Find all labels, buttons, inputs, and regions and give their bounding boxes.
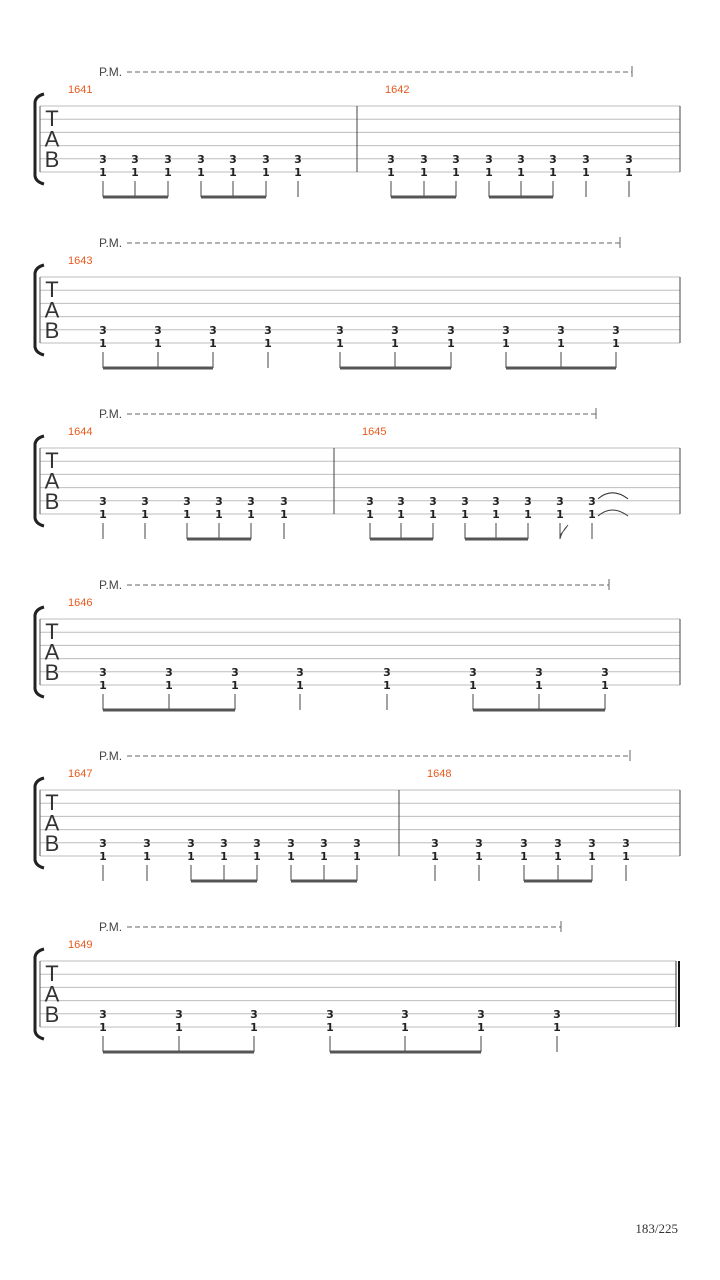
fret-number: 1 xyxy=(612,337,620,350)
fret-number: 3 xyxy=(99,152,107,166)
measure-number: 1647 xyxy=(68,768,93,780)
palm-mute-label: P.M. xyxy=(99,920,123,934)
measure-number: 1642 xyxy=(385,84,410,96)
fret-number: 1 xyxy=(554,850,562,863)
fret-number: 3 xyxy=(99,1007,107,1021)
fret-number: 1 xyxy=(556,508,564,521)
fret-number: 1 xyxy=(447,337,455,350)
fret-number: 3 xyxy=(99,665,107,679)
fret-number: 3 xyxy=(131,152,139,166)
fret-number: 1 xyxy=(187,850,195,863)
tab-clef-letter: A xyxy=(44,468,60,494)
fret-number: 3 xyxy=(447,323,455,337)
fret-number: 1 xyxy=(294,166,302,179)
fret-number: 1 xyxy=(557,337,565,350)
fret-number: 3 xyxy=(247,494,255,508)
fret-number: 3 xyxy=(143,836,151,850)
fret-number: 1 xyxy=(553,1021,561,1034)
fret-number: 1 xyxy=(280,508,288,521)
fret-number: 1 xyxy=(287,850,295,863)
fret-number: 3 xyxy=(383,665,391,679)
fret-number: 3 xyxy=(535,665,543,679)
fret-number: 1 xyxy=(524,508,532,521)
fret-number: 3 xyxy=(294,152,302,166)
fret-number: 1 xyxy=(520,850,528,863)
page-number: 183/225 xyxy=(635,1221,678,1236)
fret-number: 3 xyxy=(549,152,557,166)
fret-number: 1 xyxy=(582,166,590,179)
fret-number: 1 xyxy=(262,166,270,179)
fret-number: 1 xyxy=(250,1021,258,1034)
fret-number: 3 xyxy=(601,665,609,679)
fret-number: 3 xyxy=(553,1007,561,1021)
fret-number: 3 xyxy=(229,152,237,166)
fret-number: 3 xyxy=(99,494,107,508)
fret-number: 3 xyxy=(264,323,272,337)
fret-number: 3 xyxy=(287,836,295,850)
fret-number: 3 xyxy=(401,1007,409,1021)
fret-number: 1 xyxy=(99,679,107,692)
fret-number: 3 xyxy=(326,1007,334,1021)
fret-number: 1 xyxy=(253,850,261,863)
fret-number: 3 xyxy=(502,323,510,337)
fret-number: 1 xyxy=(99,850,107,863)
fret-number: 3 xyxy=(582,152,590,166)
fret-number: 1 xyxy=(229,166,237,179)
fret-number: 1 xyxy=(164,166,172,179)
fret-number: 1 xyxy=(99,1021,107,1034)
fret-number: 3 xyxy=(99,323,107,337)
fret-number: 1 xyxy=(549,166,557,179)
fret-number: 3 xyxy=(391,323,399,337)
eighth-note-flag xyxy=(560,525,568,539)
tab-clef-letter: B xyxy=(44,660,60,685)
tab-clef-letter: B xyxy=(44,318,60,343)
fret-number: 3 xyxy=(588,494,596,508)
fret-number: 1 xyxy=(366,508,374,521)
fret-number: 3 xyxy=(517,152,525,166)
measure-number: 1648 xyxy=(427,768,452,780)
tab-clef-letter: T xyxy=(45,448,59,473)
fret-number: 1 xyxy=(477,1021,485,1034)
fret-number: 1 xyxy=(220,850,228,863)
tab-clef-letter: A xyxy=(44,126,60,152)
fret-number: 1 xyxy=(154,337,162,350)
tab-clef-letter: T xyxy=(45,961,59,986)
palm-mute-label: P.M. xyxy=(99,749,123,763)
tab-clef-letter: A xyxy=(44,810,60,836)
measure-number: 1646 xyxy=(68,597,93,609)
fret-number: 3 xyxy=(429,494,437,508)
fret-number: 3 xyxy=(353,836,361,850)
tie-arc xyxy=(598,493,628,499)
fret-number: 1 xyxy=(502,337,510,350)
fret-number: 1 xyxy=(131,166,139,179)
fret-number: 1 xyxy=(588,850,596,863)
fret-number: 1 xyxy=(99,337,107,350)
fret-number: 3 xyxy=(280,494,288,508)
fret-number: 3 xyxy=(397,494,405,508)
fret-number: 3 xyxy=(336,323,344,337)
fret-number: 3 xyxy=(625,152,633,166)
fret-number: 3 xyxy=(187,836,195,850)
fret-number: 1 xyxy=(353,850,361,863)
tab-clef-letter: A xyxy=(44,297,60,323)
fret-number: 1 xyxy=(485,166,493,179)
fret-number: 1 xyxy=(197,166,205,179)
fret-number: 1 xyxy=(99,508,107,521)
fret-number: 1 xyxy=(420,166,428,179)
fret-number: 1 xyxy=(588,508,596,521)
fret-number: 3 xyxy=(452,152,460,166)
fret-number: 3 xyxy=(461,494,469,508)
fret-number: 3 xyxy=(622,836,630,850)
palm-mute-label: P.M. xyxy=(99,407,123,421)
tab-clef-letter: A xyxy=(44,981,60,1007)
fret-number: 3 xyxy=(520,836,528,850)
fret-number: 1 xyxy=(452,166,460,179)
measure-number: 1643 xyxy=(68,255,93,267)
fret-number: 1 xyxy=(326,1021,334,1034)
tab-clef-letter: T xyxy=(45,277,59,302)
fret-number: 1 xyxy=(336,337,344,350)
fret-number: 1 xyxy=(231,679,239,692)
fret-number: 3 xyxy=(215,494,223,508)
fret-number: 3 xyxy=(387,152,395,166)
fret-number: 3 xyxy=(469,665,477,679)
fret-number: 3 xyxy=(492,494,500,508)
tie-arc xyxy=(598,510,628,516)
tab-clef-letter: A xyxy=(44,639,60,665)
fret-number: 1 xyxy=(535,679,543,692)
fret-number: 1 xyxy=(391,337,399,350)
fret-number: 3 xyxy=(612,323,620,337)
fret-number: 3 xyxy=(475,836,483,850)
fret-number: 1 xyxy=(622,850,630,863)
fret-number: 3 xyxy=(556,494,564,508)
fret-number: 3 xyxy=(197,152,205,166)
fret-number: 1 xyxy=(517,166,525,179)
fret-number: 1 xyxy=(215,508,223,521)
fret-number: 1 xyxy=(625,166,633,179)
fret-number: 3 xyxy=(554,836,562,850)
tab-clef-letter: T xyxy=(45,790,59,815)
fret-number: 1 xyxy=(320,850,328,863)
fret-number: 3 xyxy=(588,836,596,850)
fret-number: 3 xyxy=(366,494,374,508)
fret-number: 1 xyxy=(296,679,304,692)
measure-number: 1649 xyxy=(68,939,93,951)
fret-number: 1 xyxy=(143,850,151,863)
fret-number: 1 xyxy=(247,508,255,521)
fret-number: 3 xyxy=(183,494,191,508)
fret-number: 3 xyxy=(209,323,217,337)
fret-number: 3 xyxy=(262,152,270,166)
palm-mute-label: P.M. xyxy=(99,236,123,250)
fret-number: 3 xyxy=(231,665,239,679)
fret-number: 1 xyxy=(141,508,149,521)
fret-number: 1 xyxy=(175,1021,183,1034)
fret-number: 1 xyxy=(183,508,191,521)
fret-number: 1 xyxy=(429,508,437,521)
fret-number: 3 xyxy=(420,152,428,166)
fret-number: 3 xyxy=(164,152,172,166)
fret-number: 3 xyxy=(175,1007,183,1021)
tab-clef-letter: B xyxy=(44,489,60,514)
fret-number: 1 xyxy=(209,337,217,350)
fret-number: 1 xyxy=(165,679,173,692)
fret-number: 3 xyxy=(524,494,532,508)
fret-number: 1 xyxy=(401,1021,409,1034)
fret-number: 1 xyxy=(387,166,395,179)
fret-number: 3 xyxy=(220,836,228,850)
tab-clef-letter: B xyxy=(44,831,60,856)
fret-number: 3 xyxy=(165,665,173,679)
fret-number: 3 xyxy=(253,836,261,850)
fret-number: 1 xyxy=(461,508,469,521)
fret-number: 3 xyxy=(250,1007,258,1021)
palm-mute-label: P.M. xyxy=(99,578,123,592)
fret-number: 3 xyxy=(296,665,304,679)
tab-clef-letter: T xyxy=(45,106,59,131)
tab-clef-letter: B xyxy=(44,147,60,172)
measure-number: 1641 xyxy=(68,84,93,96)
fret-number: 3 xyxy=(141,494,149,508)
fret-number: 3 xyxy=(320,836,328,850)
fret-number: 3 xyxy=(99,836,107,850)
fret-number: 3 xyxy=(557,323,565,337)
measure-number: 1644 xyxy=(68,426,93,438)
fret-number: 1 xyxy=(397,508,405,521)
fret-number: 3 xyxy=(154,323,162,337)
tab-clef-letter: B xyxy=(44,1002,60,1027)
fret-number: 1 xyxy=(469,679,477,692)
fret-number: 3 xyxy=(477,1007,485,1021)
fret-number: 1 xyxy=(475,850,483,863)
fret-number: 1 xyxy=(264,337,272,350)
fret-number: 1 xyxy=(431,850,439,863)
measure-number: 1645 xyxy=(362,426,387,438)
palm-mute-label: P.M. xyxy=(99,65,123,79)
fret-number: 1 xyxy=(492,508,500,521)
fret-number: 1 xyxy=(601,679,609,692)
tab-clef-letter: T xyxy=(45,619,59,644)
fret-number: 3 xyxy=(431,836,439,850)
fret-number: 1 xyxy=(383,679,391,692)
fret-number: 3 xyxy=(485,152,493,166)
fret-number: 1 xyxy=(99,166,107,179)
